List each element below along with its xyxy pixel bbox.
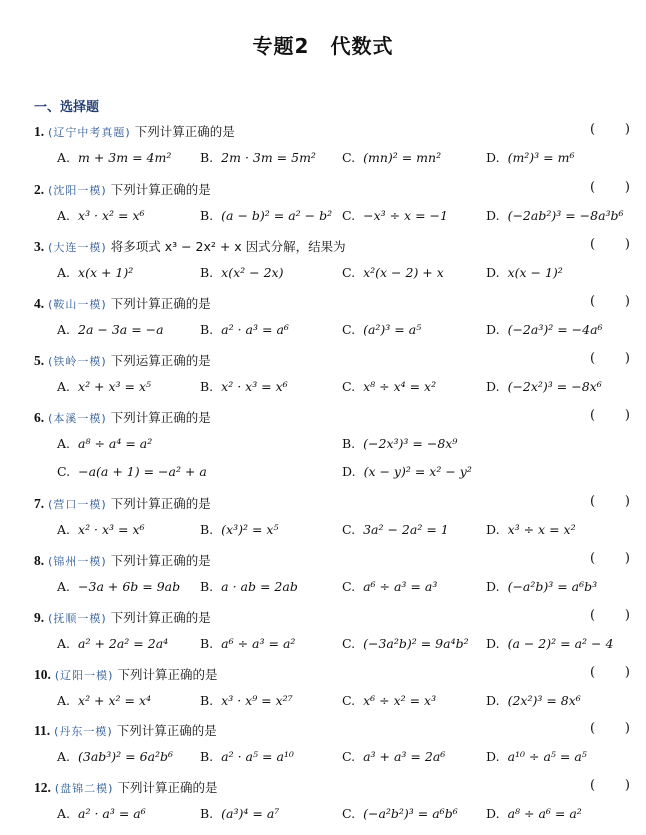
option-b[interactable] [200, 806, 279, 821]
question-source: (铁岭一模) [48, 355, 107, 368]
option-c[interactable] [342, 208, 448, 223]
option-a[interactable] [57, 322, 164, 337]
option-c[interactable] [342, 749, 445, 764]
bracket-close: ) [624, 665, 630, 680]
option-row [0, 693, 646, 713]
option-b[interactable] [200, 522, 278, 537]
option-b[interactable] [200, 379, 288, 394]
option-row [0, 436, 646, 479]
option-expression: −3a + 6b = 9ab [78, 579, 181, 594]
option-expression: (m²)³ = m⁶ [507, 150, 575, 165]
answer-bracket[interactable] [590, 351, 630, 366]
option-expression: x(x² − 2x) [221, 265, 284, 280]
question-stem [34, 294, 211, 312]
bracket-close: ) [624, 237, 630, 252]
option-expression: x²(x − 2) + x [363, 265, 444, 280]
option-expression: x³ · x² = x⁶ [78, 208, 145, 223]
option-label: C. [342, 636, 356, 651]
option-a[interactable] [57, 636, 168, 651]
question-item [0, 494, 646, 551]
option-b[interactable] [200, 150, 316, 165]
bracket-close: ) [624, 494, 630, 509]
option-d[interactable] [486, 150, 574, 165]
question-number: 6. [34, 410, 45, 425]
bracket-open: ( [590, 294, 596, 309]
question-stem [34, 721, 217, 739]
option-label: B. [342, 436, 356, 451]
answer-bracket[interactable] [590, 608, 630, 623]
option-a[interactable] [57, 265, 133, 280]
option-b[interactable] [200, 265, 283, 280]
option-label: A. [57, 436, 71, 451]
question-stem [34, 408, 211, 426]
option-label: B. [200, 322, 214, 337]
option-label: C. [342, 579, 356, 594]
bracket-close: ) [624, 608, 630, 623]
option-expression: x² + x² = x⁴ [78, 693, 152, 708]
question-source: (盘锦二模) [54, 782, 114, 795]
option-expression: (a²)³ = a⁵ [363, 322, 422, 337]
option-label: A. [57, 379, 71, 394]
bracket-open: ( [590, 180, 596, 195]
option-c[interactable] [342, 693, 436, 708]
option-expression: x³ · x⁹ = x²⁷ [221, 693, 293, 708]
option-label: B. [200, 636, 214, 651]
option-label: A. [57, 693, 71, 708]
question-item [0, 721, 646, 778]
option-expression: (x − y)² = x² − y² [363, 464, 472, 479]
option-label: A. [57, 265, 71, 280]
question-item [0, 665, 646, 722]
question-number: 4. [34, 296, 45, 311]
option-label: C. [342, 150, 356, 165]
option-a[interactable] [57, 749, 173, 764]
option-expression: a² · a³ = a⁶ [78, 806, 146, 821]
question-text: 将多项式 x³ − 2x² + x 因式分解，结果为 [110, 239, 346, 254]
question-text: 下列计算正确的是 [110, 296, 211, 311]
option-b[interactable] [342, 436, 457, 451]
option-label: C. [342, 208, 356, 223]
option-label: D. [486, 636, 500, 651]
option-expression: m + 3m = 4m² [78, 150, 172, 165]
question-source: (辽阳一模) [54, 669, 114, 682]
question-item [0, 551, 646, 608]
option-expression: x² · x³ = x⁶ [221, 379, 288, 394]
option-expression: (−2x³)³ = −8x⁹ [363, 436, 458, 451]
question-number: 1. [34, 124, 45, 139]
answer-bracket[interactable] [590, 665, 630, 680]
question-stem [34, 122, 235, 140]
option-expression: a¹⁰ ÷ a⁵ = a⁵ [507, 749, 587, 764]
question-item [0, 180, 646, 237]
option-label: A. [57, 636, 71, 651]
question-stem [34, 237, 346, 255]
bracket-close: ) [624, 551, 630, 566]
question-source: (辽宁中考真题) [48, 126, 131, 139]
option-label: A. [57, 579, 71, 594]
option-label: D. [486, 579, 500, 594]
question-text: 下列计算正确的是 [110, 410, 211, 425]
option-d[interactable] [486, 693, 581, 708]
question-stem [34, 351, 211, 369]
option-label: C. [342, 379, 356, 394]
option-expression: x(x + 1)² [78, 265, 134, 280]
option-b[interactable] [200, 208, 332, 223]
question-item [0, 122, 646, 179]
option-c[interactable] [342, 579, 437, 594]
option-expression: a⁶ ÷ a³ = a² [221, 636, 296, 651]
option-expression: (−a²b)³ = a⁶b³ [507, 579, 598, 594]
option-row [0, 749, 646, 769]
option-expression: −a(a + 1) = −a² + a [78, 464, 207, 479]
answer-bracket[interactable] [590, 180, 630, 195]
option-b[interactable] [200, 579, 298, 594]
option-label: B. [200, 379, 214, 394]
option-label: A. [57, 322, 71, 337]
question-number: 3. [34, 239, 45, 254]
question-text: 下列计算正确的是 [134, 124, 235, 139]
option-label: C. [57, 464, 71, 479]
question-source: (大连一模) [48, 241, 107, 254]
question-stem [34, 180, 211, 198]
option-c[interactable] [342, 636, 469, 651]
option-label: A. [57, 208, 71, 223]
question-item [0, 408, 646, 479]
answer-bracket[interactable] [590, 721, 630, 736]
question-text: 下列运算正确的是 [110, 353, 211, 368]
option-label: C. [342, 265, 356, 280]
question-number: 9. [34, 610, 45, 625]
bracket-close: ) [624, 721, 630, 736]
option-expression: a³ + a³ = 2a⁶ [363, 749, 446, 764]
option-label: A. [57, 749, 71, 764]
option-label: C. [342, 322, 356, 337]
option-expression: (a − b)² = a² − b² [221, 208, 333, 223]
question-stem [34, 551, 211, 569]
option-label: B. [200, 579, 214, 594]
option-row [0, 579, 646, 599]
bracket-open: ( [590, 351, 596, 366]
page-title: 专题2 代数式 [252, 34, 394, 58]
option-c[interactable] [342, 522, 449, 537]
option-expression: x(x − 1)² [507, 265, 563, 280]
option-label: D. [486, 522, 500, 537]
question-source: (鞍山一模) [48, 298, 107, 311]
option-a[interactable] [57, 436, 152, 451]
option-label: A. [57, 150, 71, 165]
option-label: B. [200, 522, 214, 537]
bracket-open: ( [590, 494, 596, 509]
answer-bracket[interactable] [590, 237, 630, 252]
option-d[interactable] [486, 208, 624, 223]
bracket-open: ( [590, 122, 596, 137]
question-stem [34, 494, 211, 512]
bracket-close: ) [624, 122, 630, 137]
option-row [0, 806, 646, 826]
question-item [0, 351, 646, 408]
option-label: B. [200, 150, 214, 165]
option-row [0, 322, 646, 342]
question-number: 10. [34, 667, 51, 682]
option-label: D. [486, 150, 500, 165]
question-text: 下列计算正确的是 [110, 553, 211, 568]
option-expression: x⁶ ÷ x² = x³ [363, 693, 437, 708]
bracket-close: ) [624, 778, 630, 793]
option-row [0, 636, 646, 656]
option-d[interactable] [486, 806, 582, 821]
question-number: 2. [34, 182, 45, 197]
option-d[interactable] [486, 749, 587, 764]
bracket-open: ( [590, 665, 596, 680]
answer-bracket[interactable] [590, 494, 630, 509]
bracket-open: ( [590, 778, 596, 793]
option-a[interactable] [57, 579, 180, 594]
option-label: B. [200, 806, 214, 821]
option-a[interactable] [57, 208, 145, 223]
answer-bracket[interactable] [590, 122, 630, 137]
option-b[interactable] [200, 636, 295, 651]
option-row [0, 522, 646, 542]
option-c[interactable] [342, 150, 441, 165]
option-label: B. [200, 208, 214, 223]
option-expression: x³ ÷ x = x² [507, 522, 576, 537]
question-text: 下列计算正确的是 [110, 182, 211, 197]
option-a[interactable] [57, 693, 151, 708]
question-text: 下列计算正确的是 [116, 723, 217, 738]
option-expression: 3a² − 2a² = 1 [363, 522, 449, 537]
bracket-open: ( [590, 608, 596, 623]
question-number: 12. [34, 780, 51, 795]
option-d[interactable] [486, 579, 597, 594]
option-expression: a² · a³ = a⁶ [221, 322, 289, 337]
question-item [0, 778, 646, 835]
bracket-open: ( [590, 408, 596, 423]
question-source: (营口一模) [48, 498, 107, 511]
option-c[interactable] [342, 806, 458, 821]
question-number: 7. [34, 496, 45, 511]
bracket-close: ) [624, 408, 630, 423]
option-a[interactable] [57, 150, 171, 165]
question-source: (丹东一模) [54, 725, 113, 738]
option-d[interactable] [486, 322, 603, 337]
option-row [0, 265, 646, 285]
option-label: C. [342, 749, 356, 764]
option-expression: x² · x³ = x⁶ [78, 522, 145, 537]
answer-bracket[interactable] [590, 294, 630, 309]
question-text: 下列计算正确的是 [110, 610, 211, 625]
question-number: 8. [34, 553, 45, 568]
option-row [0, 150, 646, 170]
option-d[interactable] [486, 522, 576, 537]
option-expression: (−2ab²)³ = −8a³b⁶ [507, 208, 624, 223]
option-d[interactable] [486, 379, 602, 394]
question-text: 下列计算正确的是 [110, 496, 211, 511]
question-text: 下列计算正确的是 [117, 667, 218, 682]
option-expression: (−3a²b)² = 9a⁴b² [363, 636, 469, 651]
option-b[interactable] [200, 322, 289, 337]
option-expression: (−a²b²)³ = a⁶b⁶ [363, 806, 458, 821]
option-a[interactable] [57, 806, 146, 821]
option-b[interactable] [200, 693, 293, 708]
option-expression: (x³)² = x⁵ [221, 522, 279, 537]
bracket-close: ) [624, 351, 630, 366]
option-label: A. [57, 522, 71, 537]
option-row [0, 379, 646, 399]
question-item [0, 608, 646, 665]
answer-bracket[interactable] [590, 551, 630, 566]
option-c[interactable] [342, 265, 444, 280]
bracket-open: ( [590, 551, 596, 566]
option-label: D. [486, 749, 500, 764]
option-expression: a⁶ ÷ a³ = a³ [363, 579, 438, 594]
option-expression: (mn)² = mn² [363, 150, 442, 165]
question-text: 下列计算正确的是 [117, 780, 218, 795]
option-expression: 2a − 3a = −a [78, 322, 164, 337]
option-expression: (−2x²)³ = −8x⁶ [507, 379, 602, 394]
question-stem [34, 608, 211, 626]
option-c[interactable] [342, 379, 436, 394]
question-source: (沈阳一模) [48, 184, 107, 197]
option-expression: x⁸ ÷ x⁴ = x² [363, 379, 437, 394]
option-label: C. [342, 806, 356, 821]
option-c[interactable] [57, 464, 207, 479]
option-expression: (a³)⁴ = a⁷ [221, 806, 280, 821]
question-stem [34, 665, 217, 683]
option-expression: −x³ ÷ x = −1 [363, 208, 448, 223]
question-item [0, 237, 646, 294]
option-expression: a⁸ ÷ a⁴ = a² [78, 436, 153, 451]
option-label: D. [486, 322, 500, 337]
bracket-close: ) [624, 294, 630, 309]
option-label: C. [342, 693, 356, 708]
option-expression: a · ab = 2ab [221, 579, 298, 594]
option-expression: 2m · 3m = 5m² [221, 150, 316, 165]
option-d[interactable] [486, 636, 613, 651]
option-expression: (a − 2)² = a² − 4 [507, 636, 614, 651]
question-number: 5. [34, 353, 45, 368]
option-b[interactable] [200, 749, 294, 764]
option-a[interactable] [57, 379, 151, 394]
question-number: 11. [34, 723, 51, 738]
option-expression: (3ab³)² = 6a²b⁶ [78, 749, 174, 764]
option-label: D. [486, 265, 500, 280]
option-label: B. [200, 265, 214, 280]
option-label: B. [200, 749, 214, 764]
option-label: D. [486, 693, 500, 708]
option-expression: x² + x³ = x⁵ [78, 379, 152, 394]
option-label: D. [486, 379, 500, 394]
option-label: C. [342, 522, 356, 537]
option-label: D. [342, 464, 356, 479]
question-source: (抚顺一模) [48, 612, 107, 625]
option-label: B. [200, 693, 214, 708]
option-expression: (−2a³)² = −4a⁶ [507, 322, 603, 337]
question-source: (本溪一模) [48, 412, 107, 425]
option-expression: a² · a⁵ = a¹⁰ [221, 749, 294, 764]
option-expression: a⁸ ÷ a⁶ = a² [507, 806, 582, 821]
question-item [0, 294, 646, 351]
question-source: (锦州一模) [48, 555, 107, 568]
option-expression: (2x²)³ = 8x⁶ [507, 693, 581, 708]
option-label: D. [486, 806, 500, 821]
section-heading: 一、选择题 [34, 100, 100, 115]
bracket-open: ( [590, 237, 596, 252]
answer-bracket[interactable] [590, 408, 630, 423]
option-d[interactable] [486, 265, 563, 280]
option-d[interactable] [342, 464, 472, 479]
option-expression: a² + 2a² = 2a⁴ [78, 636, 169, 651]
option-c[interactable] [342, 322, 421, 337]
option-row [0, 208, 646, 228]
option-label: D. [486, 208, 500, 223]
answer-bracket[interactable] [590, 778, 630, 793]
bracket-open: ( [590, 721, 596, 736]
option-label: A. [57, 806, 71, 821]
option-a[interactable] [57, 522, 145, 537]
question-stem [34, 778, 217, 796]
bracket-close: ) [624, 180, 630, 195]
